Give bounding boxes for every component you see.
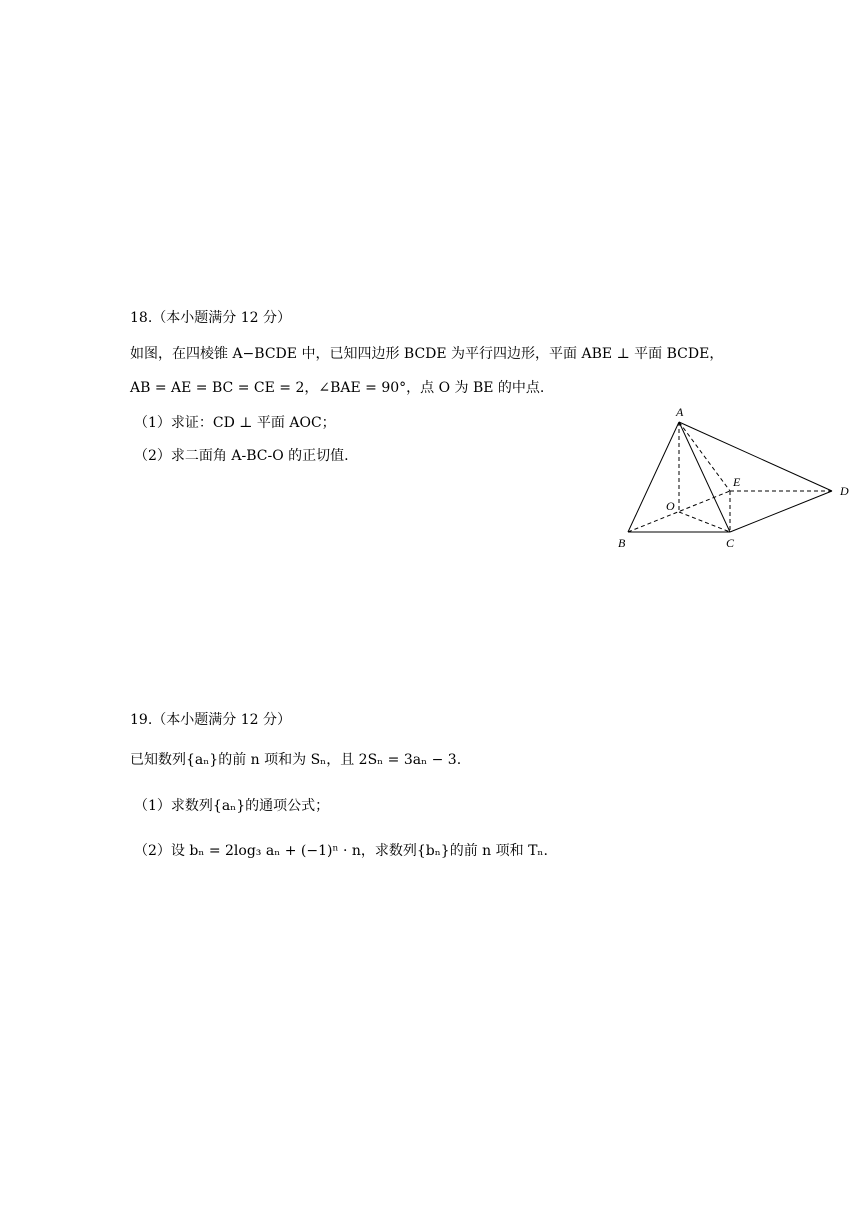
q18-stem-line1: 如图，在四棱锥 A−BCDE 中，已知四边形 BCDE 为平行四边形，平面 ABE ⊥ 平面 BCDE， [130, 346, 724, 362]
edge-CD [730, 491, 832, 532]
label-E: E [733, 475, 741, 489]
label-A: A [676, 405, 684, 419]
edge-AD [679, 422, 832, 491]
q19-part2: （2）设 bₙ = 2log₃ aₙ + (−1)ⁿ · n，求数列{bₙ}的前 n 项和 Tₙ. [134, 843, 548, 859]
pyramid-figure [612, 404, 854, 552]
edge-AB [628, 422, 679, 532]
q19-stem: 已知数列{aₙ}的前 n 项和为 Sₙ，且 2Sₙ = 3aₙ − 3. [130, 752, 462, 768]
q19-title: 19.（本小题满分 12 分） [130, 712, 291, 728]
label-B: B [618, 536, 626, 550]
label-D: D [840, 484, 849, 498]
edge-AE [679, 422, 730, 491]
q18-part2: （2）求二面角 A-BC-O 的正切值. [134, 448, 349, 464]
q18-stem-line2: AB = AE = BC = CE = 2，∠BAE = 90°，点 O 为 BE 的中点. [130, 380, 545, 396]
q18-part1: （1）求证：CD ⊥ 平面 AOC； [134, 415, 336, 431]
q18-title: 18.（本小题满分 12 分） [130, 310, 291, 326]
label-O: O [666, 499, 675, 513]
label-C: C [726, 536, 735, 550]
q19-part1: （1）求数列{aₙ}的通项公式； [134, 798, 330, 814]
